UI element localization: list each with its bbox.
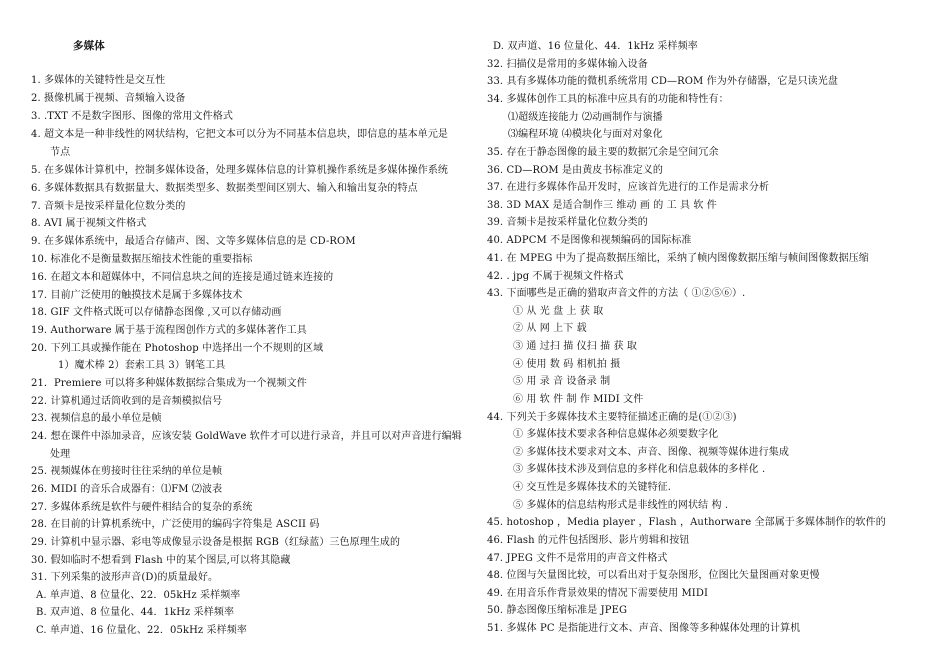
question-option: ① 多媒体技术要求各种信息媒体必须要数字化 xyxy=(513,429,719,440)
question-line: 10. 标准化不是衡量数据压缩技术性能的重要指标 xyxy=(31,254,253,265)
question-option: ⑤ 多媒体的信息结构形式是非线性的网状结 构 . xyxy=(513,500,729,511)
question-option: ④ 交互性是多媒体技术的关键特征. xyxy=(513,482,672,493)
question-line: 49. 在用音乐作背景效果的情况下需要使用 MIDI xyxy=(487,588,709,599)
question-option: C. 单声道、16 位量化、22．05kHz 采样频率 xyxy=(36,625,247,636)
question-option: A. 单声道、8 位量化、22．05kHz 采样频率 xyxy=(36,590,241,601)
question-line: 51. 多媒体 PC 是指能进行文本、声音、图像等多种媒体处理的计算机 xyxy=(487,623,801,634)
question-line: 1. 多媒体的关键特性是交互性 xyxy=(31,75,166,86)
question-line: 40. ADPCM 不是图像和视频编码的国际标准 xyxy=(487,235,692,246)
question-option: ② 从 网 上下 载 xyxy=(513,323,587,334)
question-line: 48. 位图与矢量图比较，可以看出对于复杂图形，位图比矢量图画对象更慢 xyxy=(487,570,820,581)
question-option: ④ 使用 数 码 相机拍 摄 xyxy=(513,359,621,370)
question-option: ① 从 光 盘 上 获 取 xyxy=(513,306,604,317)
question-line: 22. 计算机通过话筒收到的是音频模拟信号 xyxy=(31,396,223,407)
question-line: 45. hotoshop ，Media player ，Flash ，Authorware 全部属于多媒体制作的软件的 xyxy=(487,517,886,528)
question-option: D. 双声道、16 位量化、44．1kHz 采样频率 xyxy=(493,41,698,52)
question-line: 7. 音频卡是按采样量化位数分类的 xyxy=(31,201,186,212)
question-line: 39. 音频卡是按采样量化位数分类的 xyxy=(487,217,648,228)
question-line: 25. 视频媒体在剪接时往往采纳的单位是帧 xyxy=(31,466,223,477)
question-line: 31. 下列采集的波形声音(D)的质量最好。 xyxy=(31,572,219,583)
question-line: 3. .TXT 不是数字图形、图像的常用文件格式 xyxy=(31,111,233,122)
document-title: 多媒体 xyxy=(73,40,105,52)
question-line: 18. GIF 文件格式既可以存储静态图像 ,又可以存储动画 xyxy=(31,307,282,318)
question-option: ③ 多媒体技术涉及到信息的多样化和信息载体的多样化 . xyxy=(513,464,766,475)
question-line: 47. JPEG 文件不是常用的声音文件格式 xyxy=(487,553,668,564)
question-line: 28. 在目前的计算机系统中，广泛使用的编码字符集是 ASCII 码 xyxy=(31,519,320,530)
question-line: 34. 多媒体创作工具的标准中应具有的功能和特性有： xyxy=(487,94,729,105)
question-line: 29. 计算机中显示器、彩电等成像显示设备是根据 RGB（红绿蓝）三色原理生成的 xyxy=(31,537,401,548)
question-line: 4. 超文本是一种非线性的网状结构，它把文本可以分为不同基本信息块，即信息的基本单元是 xyxy=(31,129,449,140)
question-line: 24. 想在课件中添加录音，应该安装 GoldWave 软件才可以进行录音，并且可以对声音进行编辑 xyxy=(31,431,462,442)
question-line: 2. 摄像机属于视频、音频输入设备 xyxy=(31,93,186,104)
question-option: ⑥ 用 软 件 制 作 MIDI 文件 xyxy=(513,394,644,405)
question-line: 42. . jpg 不属于视频文件格式 xyxy=(487,271,624,282)
question-option: 1）魔术棒 2）套索工具 3）钢笔工具 xyxy=(58,360,226,371)
question-line: 33. 具有多媒体功能的微机系统常用 CD—ROM 作为外存储器，它是只读光盘 xyxy=(487,76,838,87)
question-line: 19. Authorware 属于基于流程图创作方式的多媒体著作工具 xyxy=(31,325,307,336)
question-line: 20. 下列工具或操作能在 Photoshop 中选择出一个不规则的区域 xyxy=(31,343,324,354)
question-line: 16. 在超文本和超媒体中，不同信息块之间的连接是通过链来连接的 xyxy=(31,272,334,283)
question-option: ③ 通 过扫 描 仪扫 描 获 取 xyxy=(513,341,637,352)
question-line: 35. 存在于静态图像的最主要的数据冗余是空间冗余 xyxy=(487,147,719,158)
question-line: 43. 下面哪些是正确的猎取声音文件的方法（ ①②⑤⑥）. xyxy=(487,288,746,299)
question-line: 17. 目前广泛使用的触摸技术是属于多媒体技术 xyxy=(31,290,243,301)
question-line-continued: 处理 xyxy=(50,449,71,460)
question-line: 41. 在 MPEG 中为了提高数据压缩比，采纳了帧内图像数据压缩与帧间图像数据压缩 xyxy=(487,253,869,264)
question-line: 6. 多媒体数据具有数据量大、数据类型多、数据类型间区别大、输入和输出复杂的特点 xyxy=(31,183,418,194)
question-line: 46. Flash 的元件包括图形、影片剪辑和按钮 xyxy=(487,535,690,546)
question-line: 30. 假如临时不想看到 Flash 中的某个图层,可以将其隐藏 xyxy=(31,555,291,566)
question-line: 21．Premiere 可以将多种媒体数据综合集成为一个视频文件 xyxy=(31,378,307,389)
question-option: ⑶编程环境 ⑷模块化与面对对象化 xyxy=(508,129,663,140)
question-line: 50. 静态图像压缩标准是 JPEG xyxy=(487,605,628,616)
question-line: 26. MIDI 的音乐合成器有：⑴FM ⑵波表 xyxy=(31,484,223,495)
question-line-continued: 节点 xyxy=(50,147,71,158)
question-option: B. 双声道、8 位量化、44．1kHz 采样频率 xyxy=(36,607,235,618)
question-line: 23. 视频信息的最小单位是帧 xyxy=(31,413,162,424)
question-line: 27. 多媒体系统是软件与硬件相结合的复杂的系统 xyxy=(31,502,253,513)
question-line: 37. 在进行多媒体作品开发时，应该首先进行的工作是需求分析 xyxy=(487,182,770,193)
question-line: 32. 扫描仪是常用的多媒体输入设备 xyxy=(487,59,648,70)
question-line: 36. CD—ROM 是由黄皮书标准定义的 xyxy=(487,165,663,176)
question-option: ⑴超级连接能力 ⑵动画制作与演播 xyxy=(508,112,663,123)
question-line: 5. 在多媒体计算机中，控制多媒体设备，处理多媒体信息的计算机操作系统是多媒体操作系统 xyxy=(31,165,449,176)
question-line: 9. 在多媒体系统中，最适合存储声、图、文等多媒体信息的是 CD-ROM xyxy=(31,236,356,247)
question-option: ② 多媒体技术要求对文本、声音、图像、视频等媒体进行集成 xyxy=(513,447,789,458)
question-line: 38. 3D MAX 是适合制作三 维动 画 的 工 具 软 件 xyxy=(487,200,717,211)
question-line: 44. 下列关于多媒体技术主要特征描述正确的是(①②③) xyxy=(487,412,737,423)
question-option: ⑤ 用 录 音 设备录 制 xyxy=(513,376,611,387)
question-line: 8. AVI 属于视频文件格式 xyxy=(31,218,147,229)
